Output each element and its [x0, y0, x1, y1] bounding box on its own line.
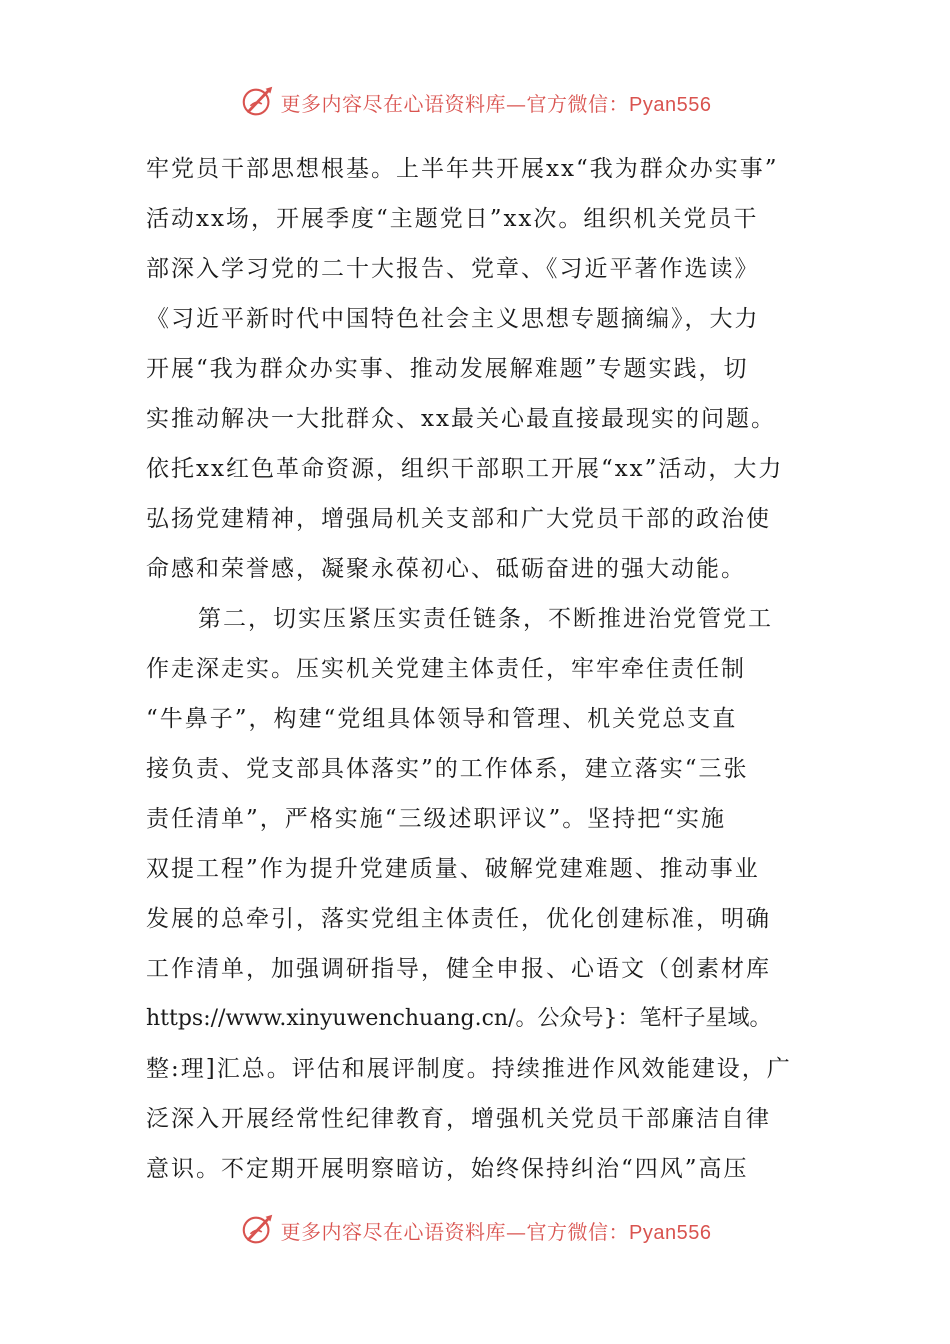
text-line: 工作清单，加强调研指导，健全申报、心语文（创素材库 [146, 956, 771, 982]
text-line: 泛深入开展经常性纪律教育，增强机关党员干部廉洁自律 [146, 1106, 771, 1132]
text-line: 第二，切实压紧压实责任链条，不断推进治党管党工 [198, 606, 773, 632]
text-line: 责任清单”，严格实施“三级述职评议”。坚持把“实施 [146, 806, 727, 832]
pen-logo-icon [239, 83, 277, 121]
paragraph-1 [146, 144, 806, 594]
text-line-url: https://www.xinyuwenchuang.cn/。公众号}：笔杆子星域。 [146, 1006, 772, 1031]
text-line: 整:理]汇总。评估和展评制度。持续推进作风效能建设，广 [146, 1056, 792, 1082]
text-line: 命感和荣誉感，凝聚永葆初心、砥砺奋进的强大动能。 [146, 556, 746, 582]
text-line: 部深入学习党的二十大报告、党章、《习近平著作选读》 [146, 256, 760, 282]
text-line: 接负责、党支部具体落实”的工作体系，建立落实“三张 [146, 756, 749, 782]
text-line: 开展“我为群众办实事、推动发展解难题”专题实践，切 [146, 356, 749, 382]
header-watermark-banner [0, 80, 950, 124]
text-line: “牛鼻子”，构建“党组具体领导和管理、机关党总支直 [146, 706, 738, 732]
banner-text: 更多内容尽在心语资料库—官方微信：Pyan556 [280, 91, 712, 116]
pen-logo-icon [239, 1211, 277, 1249]
footer-watermark-banner [0, 1208, 950, 1252]
text-line: 活动xx场，开展季度“主题党日”xx次。组织机关党员干 [146, 206, 759, 232]
paragraph-2 [146, 594, 806, 1194]
text-line: 《习近平新时代中国特色社会主义思想专题摘编》，大力 [146, 306, 760, 332]
text-line: 双提工程”作为提升党建质量、破解党建难题、推动事业 [146, 856, 760, 882]
text-line: 作走深走实。压实机关党建主体责任，牢牢牵住责任制 [146, 656, 746, 682]
text-line: 牢党员干部思想根基。上半年共开展xx“我为群众办实事” [146, 156, 779, 182]
text-line: 意识。不定期开展明察暗访，始终保持纠治“四风”高压 [146, 1156, 749, 1182]
text-line: 发展的总牵引，落实党组主体责任，优化创建标准，明确 [146, 906, 771, 932]
document-body [146, 144, 806, 1194]
text-line: 弘扬党建精神，增强局机关支部和广大党员干部的政治使 [146, 506, 771, 532]
banner-text: 更多内容尽在心语资料库—官方微信：Pyan556 [280, 1219, 712, 1244]
text-line: 依托xx红色革命资源，组织干部职工开展“xx”活动，大力 [146, 456, 784, 482]
text-line: 实推动解决一大批群众、xx最关心最直接最现实的问题。 [146, 406, 776, 432]
